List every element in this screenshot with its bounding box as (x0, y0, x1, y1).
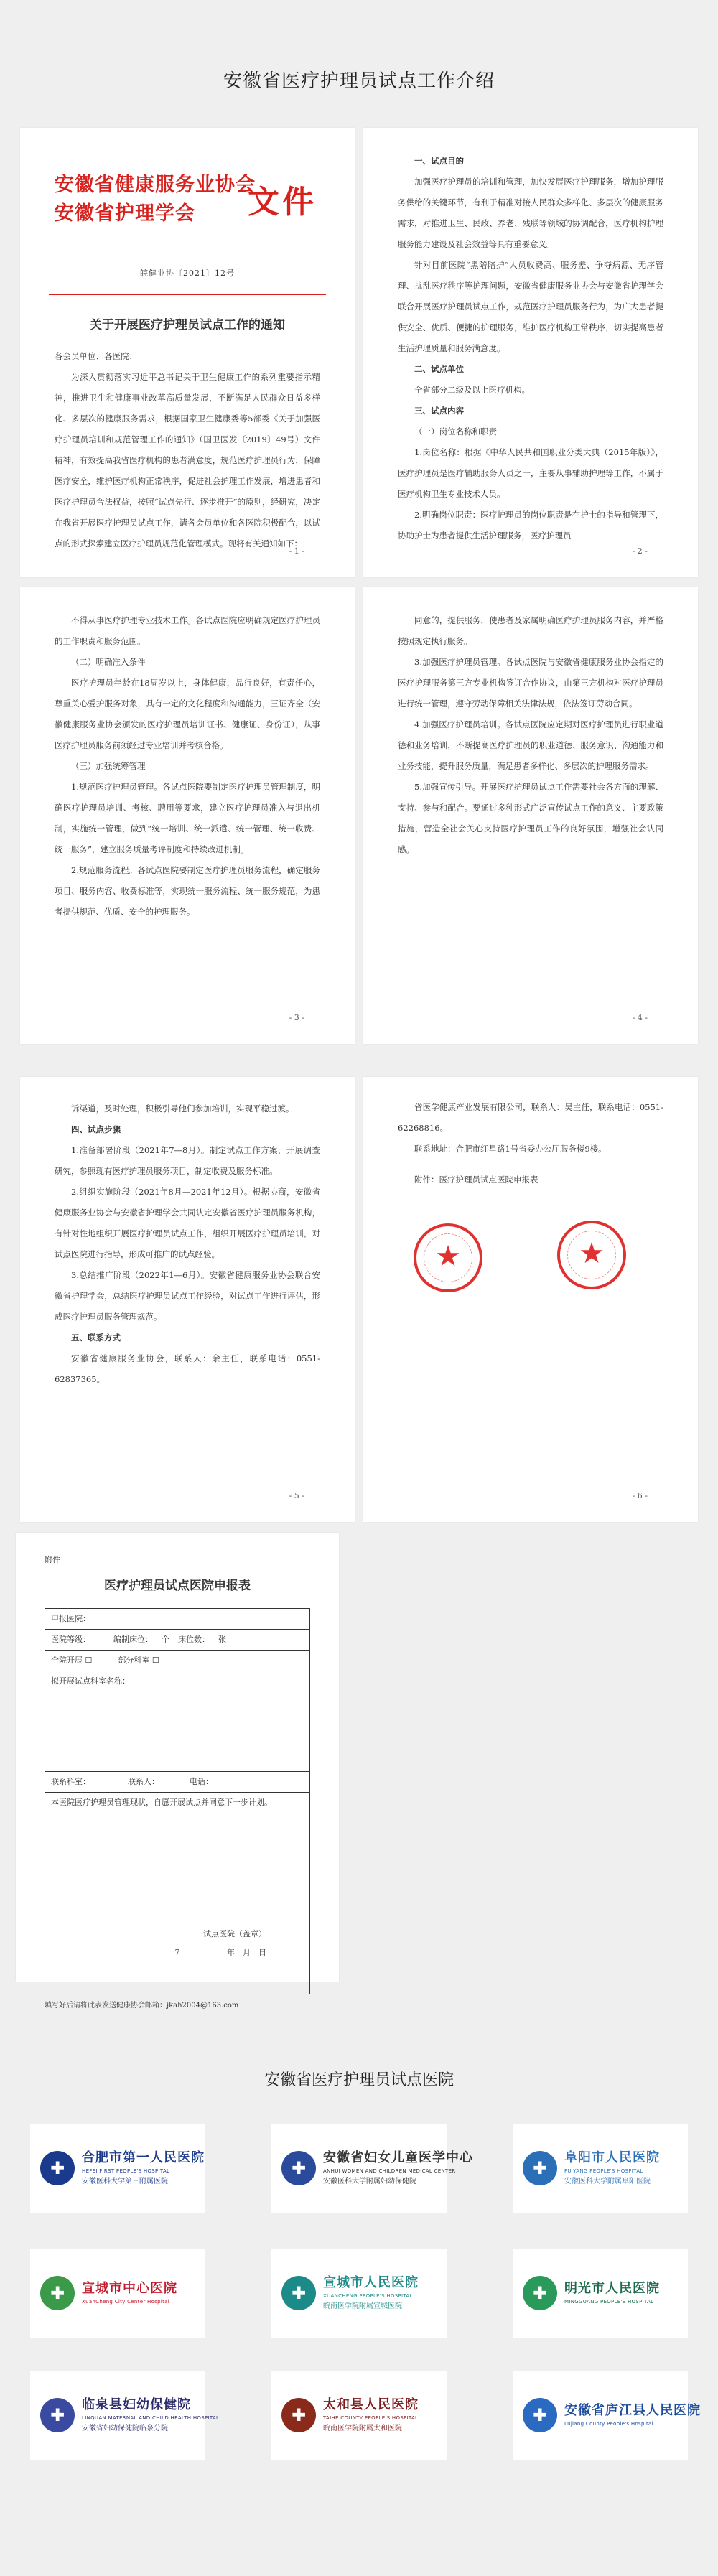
hospital-name: 临泉县妇幼保健院 (82, 2397, 191, 2412)
paragraph: 2.规范服务流程。各试点医院要制定医疗护理员服务流程，确定服务项目、服务内容、收费标准等，实现统一服务流程、统一服务规范，为患者提供规范、优质、安全的护理服务。 (55, 865, 320, 917)
hospital-name-en: XUANCHENG PEOPLE'S HOSPITAL (323, 2293, 413, 2299)
form-title: 医疗护理员试点医院申报表 (104, 1579, 251, 1593)
letterhead-wen: 文件 (248, 184, 317, 220)
form-row (45, 1772, 309, 1793)
page-number: - 2 - (632, 546, 648, 556)
subsection-heading: （三）加强统筹管理 (71, 761, 146, 771)
hospital-name: 安徽省庐江县人民医院 (564, 2403, 701, 2418)
paragraph: 3.总结推广阶段（2022年1—6月）。安徽省健康服务业协会联合安徽省护理学会，总结医疗护理员试点工作经验，对试点工作进行评估，形成医疗护理员服务管理规范。 (55, 1270, 320, 1322)
paragraph: 不得从事医疗护理专业技术工作。各试点医院应明确规定医疗护理员的工作职责和服务范围。 (55, 615, 320, 646)
hospital-name-en: HEFEI FIRST PEOPLE'S HOSPITAL (82, 2168, 170, 2174)
hospital-name-en: ANHUI WOMEN AND CHILDREN MEDICAL CENTER (323, 2168, 456, 2174)
paragraph: 全省部分二级及以上医疗机构。 (414, 385, 530, 395)
red-rule (49, 294, 326, 295)
hospital-emblem-icon: ✚ (523, 2276, 557, 2310)
hospital-logo-card (30, 2371, 220, 2460)
letterhead-org-1: 安徽省健康服务业协会 (55, 174, 256, 196)
hospital-name-en: XuanCheng City Center Hospital (82, 2299, 169, 2305)
form-row (45, 1671, 309, 1772)
notice-title: 关于开展医疗护理员试点工作的通知 (90, 318, 285, 332)
hospital-name-en: Lujiang County People's Hospital (564, 2421, 653, 2427)
paragraph: 安徽省健康服务业协会，联系人：余主任，联系电话：0551-62837365。 (55, 1353, 320, 1384)
page-number: - 3 - (289, 1013, 304, 1022)
doc-page-6 (363, 1077, 698, 1522)
subsection-heading: （一）岗位名称和职责 (414, 426, 497, 437)
page-number: 7 (174, 1948, 180, 1957)
hospital-name: 明光市人民医院 (564, 2281, 660, 2296)
paragraph: 1.岗位名称：根据《中华人民共和国职业分类大典（2015年版）》，医疗护理员是医疗辅助服务人员之一，主要从事辅助护理等工作，不属于医疗机构卫生专业技术人员。 (398, 447, 663, 499)
hospital-name-en: MINGGUANG PEOPLE'S HOSPITAL (564, 2299, 654, 2305)
section-heading: 四、试点步骤 (71, 1124, 121, 1134)
hospital-name-en: TAIHE COUNTY PEOPLE'S HOSPITAL (323, 2415, 419, 2421)
hospital-logo-card (30, 2249, 205, 2338)
doc-page-4 (363, 587, 698, 1044)
hospital-name-en: LINQUAN MATERNAL AND CHILD HEALTH HOSPITAL (82, 2415, 220, 2421)
form-sign-label: 试点医院（盖章） (203, 1929, 266, 1938)
form-field-label: 联系人： (128, 1777, 159, 1786)
hospital-logo-card (513, 2371, 701, 2460)
form-field-label: 编制床位： (113, 1635, 153, 1644)
checkbox-part[interactable]: 部分科室 ☐ (118, 1656, 159, 1665)
hospital-name: 合肥市第一人民医院 (82, 2150, 205, 2165)
paragraph: 3.加强医疗护理员管理。各试点医院与安徽省健康服务业协会指定的医疗护理服务第三方专业机构签订合作协议，由第三方机构对医疗护理员进行统一管理，遵守劳动保障相关法律法规，依法签订劳动合同。 (398, 657, 663, 709)
checkbox-full[interactable]: 全院开展 ☐ (51, 1656, 93, 1665)
hospital-logo-card (271, 2371, 447, 2460)
paragraph: 2.组织实施阶段（2021年8月—2021年12月）。根据协商，安徽省健康服务业协会与安徽省护理学会共同认定安徽省医疗护理员服务机构，有针对性地组织开展医疗护理员试点工作，组织开展医疗护理员培训，对试点医院进行指导，形成可推广的试点经验。 (55, 1187, 320, 1259)
hospital-logo-card (513, 2249, 688, 2338)
form-field-unit: 个 (162, 1635, 169, 1644)
hospital-emblem-icon: ✚ (281, 2276, 316, 2310)
hospital-name: 太和县人民医院 (323, 2397, 419, 2412)
hospital-affiliation: 安徽医科大学第三附属医院 (82, 2178, 168, 2185)
section-heading: 三、试点内容 (414, 406, 464, 416)
form-note: 填写好后请将此表发送健康协会邮箱：jkah2004@163.com (45, 2002, 239, 2010)
doc-page-5 (20, 1077, 355, 1522)
hospital-emblem-icon: ✚ (523, 2398, 557, 2432)
hospital-logo-text (564, 2403, 701, 2427)
hospital-affiliation: 皖南医学院附属太和医院 (323, 2425, 402, 2432)
paragraph: 医疗护理员年龄在18周岁以上，身体健康，品行良好，有责任心，尊重关心爱护服务对象，具有一定的文化程度和沟通能力，三证齐全（安徽健康服务业协会颁发的医疗护理员培训证书、健康证、身份证），从事医疗护理员服务前须经过专业培训并考核合格。 (55, 678, 320, 750)
form-row (45, 1793, 309, 1994)
document-number: 皖健业协〔2021〕12号 (140, 269, 235, 278)
hospital-name: 阜阳市人民医院 (564, 2150, 660, 2165)
hospital-emblem-icon: ✚ (40, 2398, 75, 2432)
hospital-emblem-icon: ✚ (40, 2276, 75, 2310)
official-seal (557, 1221, 626, 1289)
paragraph: 同意的，提供服务，使患者及家属明确医疗护理员服务内容，并严格按照规定执行服务。 (398, 615, 663, 646)
hospital-emblem-icon: ✚ (281, 2151, 316, 2185)
hospital-section-title: 安徽省医疗护理员试点医院 (264, 2071, 454, 2089)
form-opinion: 本医院医疗护理员管理现状，自愿开展试点并同意下一步计划。 (51, 1798, 272, 1807)
paragraph: 诉渠道，及时处理，积极引导他们参加培训，实现平稳过渡。 (71, 1103, 294, 1114)
hospital-logo-card (271, 2249, 447, 2338)
hospital-name: 宣城市中心医院 (82, 2281, 177, 2296)
hospital-affiliation: 安徽医科大学附属阜阳医院 (564, 2178, 651, 2185)
page-number: - 6 - (632, 1491, 648, 1501)
application-form (45, 1608, 310, 1994)
salutation: 各会员单位、各医院： (55, 351, 137, 361)
paragraph: 4.加强医疗护理员培训。各试点医院应定期对医疗护理员进行职业道德和业务培训，不断提高医疗护理员的职业道德、服务意识、沟通能力和业务技能，提升服务质量，满足患者多样化、多层次的护理服务需求。 (398, 719, 663, 771)
hospital-affiliation: 皖南医学院附属宣城医院 (323, 2302, 402, 2310)
paragraph: 为深入贯彻落实习近平总书记关于卫生健康工作的系列重要指示精神，推进卫生和健康事业改革高质量发展，不断满足人民群众日益多样化、多层次的健康服务需求，根据国家卫生健康委等5部委《关于加强医疗护理员培训和规范管理工作的通知》（国卫医发〔2019〕49号）文件精神，有效提高我省医疗机构的患者满意度，规范医疗护理员行为，保障医疗安全，维护医疗机构正常秩序，促进社会护理工作发展，增进患者和医疗护理员合法权益，按照“试点先行、逐步推开”的原则，经研究，决定在我省开展医疗护理员试点工作，请各会员单位和各医院积极配合，以试点的形式探索建立医疗护理员规范化管理模式。现将有关通知如下： (55, 372, 320, 549)
paragraph: 附件：医疗护理员试点医院申报表 (414, 1175, 538, 1185)
form-field-label: 医院等级： (51, 1635, 90, 1644)
hospital-affiliation: 安徽省妇幼保健院临泉分院 (82, 2425, 168, 2432)
form-field-label: 申报医院： (51, 1614, 90, 1623)
doc-page-3 (20, 587, 355, 1044)
doc-page-1 (20, 128, 355, 577)
form-field-label: 联系科室： (51, 1777, 90, 1786)
hospital-logo-text (323, 2275, 419, 2311)
hospital-emblem-icon: ✚ (40, 2151, 75, 2185)
hospital-logo-card (513, 2124, 688, 2213)
hospital-logo-text (82, 2281, 177, 2305)
attachment-label: 附件 (45, 1555, 60, 1564)
section-heading: 一、试点目的 (414, 156, 464, 166)
doc-page-2 (363, 128, 698, 577)
page-number: - 4 - (632, 1013, 648, 1022)
hospital-emblem-icon: ✚ (281, 2398, 316, 2432)
form-field-label: 床位数： (178, 1635, 210, 1644)
hospital-logo-text (323, 2150, 473, 2186)
paragraph: 1.规范医疗护理员管理。各试点医院要制定医疗护理员管理制度，明确医疗护理员培训、考核、聘用等要求，建立医疗护理员准入与退出机制，实施统一管理，做到“统一培训、统一派遣、统一管理、统一收费、统一服务”，建立服务质量考评制度和持续改进机制。 (55, 782, 320, 854)
form-field-label: 拟开展试点科室名称： (51, 1676, 130, 1686)
paragraph: 2.明确岗位职责：医疗护理员的岗位职责是在护士的指导和管理下，协助护士为患者提供生活护理服务，医疗护理员 (398, 510, 663, 541)
form-field-label: 电话： (190, 1777, 213, 1786)
hospital-logo-text (82, 2150, 205, 2186)
hospital-logo-text (82, 2397, 220, 2433)
hospital-name-en: FU YANG PEOPLE'S HOSPITAL (564, 2168, 643, 2174)
hospital-name: 宣城市人民医院 (323, 2275, 419, 2290)
subsection-heading: （二）明确准入条件 (71, 657, 146, 667)
hospital-logo-card (30, 2124, 205, 2213)
section-heading: 二、试点单位 (414, 364, 464, 374)
form-row (45, 1651, 309, 1671)
form-row (45, 1609, 309, 1630)
section-heading: 五、联系方式 (71, 1333, 121, 1343)
paragraph: 针对目前医院“黑陪陪护”人员收费高、服务差、争夺病源、无序管理、扰乱医疗秩序等护理问题，安徽省健康服务业协会与安徽省护理学会联合开展医疗护理员试点工作，规范医疗护理员服务行为，为广大患者提供安全、优质、便捷的护理服务，维护医疗机构正常秩序，切实提高患者生活护理质量和服务满意度。 (398, 260, 663, 353)
paragraph: 加强医疗护理员的培训和管理，加快发展医疗护理服务，增加护理服务供给的关键环节，有利于精准对接人民群众多样化、多层次的健康服务需求，对推进卫生、民政、养老、残联等领域的协调配合，医疗机构护理服务能力建设及社会效益等具有重要意义。 (398, 177, 663, 249)
page-number: - 1 - (289, 546, 304, 556)
form-field-unit: 张 (218, 1635, 226, 1644)
letterhead-org-2: 安徽省护理学会 (55, 202, 195, 225)
official-seal (414, 1223, 482, 1292)
form-date: 年 月 日 (227, 1948, 266, 1957)
paragraph: 5.加强宣传引导。开展医疗护理员试点工作需要社会各方面的理解、支持、参与和配合。要通过多种形式广泛宣传试点工作的意义、主要政策措施，营造全社会关心支持医疗护理员工作的良好氛围，增强社会认同感。 (398, 782, 663, 854)
form-row (45, 1630, 309, 1651)
doc-page-7 (16, 1533, 339, 2010)
paragraph: 联系地址：合肥市红星路1号省委办公厅服务楼9楼。 (414, 1144, 607, 1154)
hospital-affiliation: 安徽医科大学附属妇幼保健院 (323, 2178, 416, 2185)
page-title: 安徽省医疗护理员试点工作介绍 (223, 70, 495, 92)
hospital-logo-text (564, 2281, 660, 2305)
hospital-logo-text (323, 2397, 419, 2433)
hospital-logo-text (564, 2150, 660, 2186)
red-letterhead (55, 171, 320, 257)
hospital-name: 安徽省妇女儿童医学中心 (323, 2150, 473, 2165)
hospital-logo-card (271, 2124, 473, 2213)
hospital-emblem-icon: ✚ (523, 2151, 557, 2185)
paragraph: 省医学健康产业发展有限公司，联系人：吴主任，联系电话：0551-62268816。 (398, 1102, 663, 1133)
page-number: - 5 - (289, 1491, 304, 1501)
paragraph: 1.准备部署阶段（2021年7—8月）。制定试点工作方案，开展调查研究，参照现有医疗护理员服务项目，制定收费及服务标准。 (55, 1145, 320, 1176)
